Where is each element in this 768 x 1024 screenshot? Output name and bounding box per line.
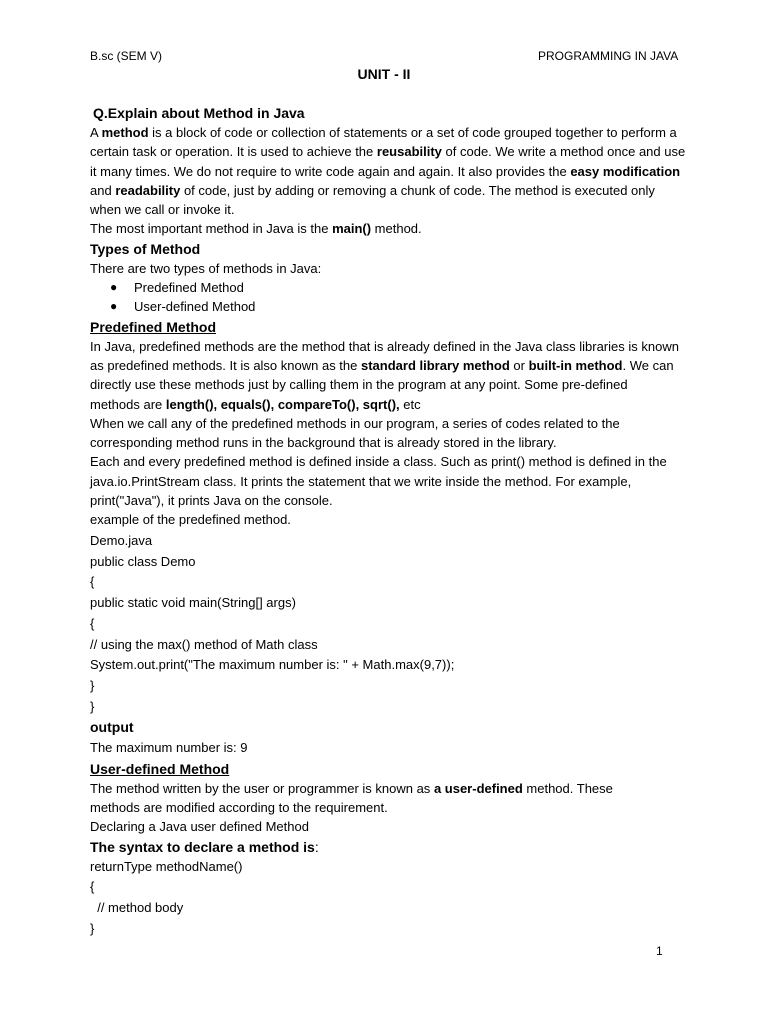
code-line: { [90, 615, 95, 631]
predefined-line-6: corresponding method runs in the background that is already stored in the library. [90, 435, 557, 451]
question-heading: Q.Explain about Method in Java [93, 105, 305, 121]
code-line: { [90, 879, 95, 895]
list-item: ● Predefined Method [90, 278, 730, 297]
intro-line-2: certain task or operation. It is used to achieve the reusability of code. We write a method once and use [90, 144, 686, 160]
output-text: The maximum number is: 9 [90, 740, 248, 756]
code-line: } [90, 920, 95, 936]
header-subject: PROGRAMMING IN JAVA [538, 49, 679, 63]
bullet-icon: ● [110, 299, 118, 314]
userdefined-line-1: The method written by the user or programmer is known as a user-defined method. These [90, 780, 613, 796]
code-line: { [90, 574, 95, 590]
code-line: } [90, 698, 95, 714]
types-heading: Types of Method [90, 240, 201, 257]
code-line: public class Demo [90, 553, 196, 569]
header-course: B.sc (SEM V) [90, 49, 163, 63]
predefined-line-4: methods are length(), equals(), compareTo(), sqrt(), etc [90, 396, 421, 412]
predefined-heading: Predefined Method [90, 318, 217, 335]
output-heading: output [90, 719, 134, 736]
predefined-line-7: Each and every predefined method is defined inside a class. Such as print() method is defined in the [90, 454, 667, 470]
code-line: returnType methodName() [90, 858, 243, 874]
userdefined-line-2: methods are modified according to the requirement. [90, 800, 388, 816]
predefined-line-2: as predefined methods. It is also known as the standard library method or built-in method. We can [90, 357, 674, 373]
code-line: // method body [90, 900, 184, 916]
predefined-line-8: java.io.PrintStream class. It prints the statement that we write inside the method. For example, [90, 473, 632, 489]
code-line: Demo.java [90, 533, 153, 549]
predefined-line-3: directly use these methods just by calling them in the program at any point. Some pre-defined [90, 377, 628, 393]
list-item: ● User-defined Method [90, 297, 730, 316]
document-body [90, 103, 730, 939]
intro-line-4: and readability of code, just by adding or removing a chunk of code. The method is executed only [90, 182, 655, 198]
code-line: } [90, 677, 95, 693]
intro-line-1: A method is a block of code or collection of statements or a set of code grouped together to perform a [90, 125, 677, 140]
code-line: // using the max() method of Math class [90, 636, 318, 652]
intro-line-5: when we call or invoke it. [90, 202, 235, 218]
syntax-heading: The syntax to declare a method is: [90, 838, 319, 855]
code-line: public static void main(String[] args) [90, 595, 296, 611]
userdefined-heading: User-defined Method [90, 760, 230, 777]
predefined-line-9: print("Java"), it prints Java on the console. [90, 493, 333, 509]
predefined-line-10: example of the predefined method. [90, 512, 291, 528]
userdefined-line-3: Declaring a Java user defined Method [90, 819, 309, 835]
intro-line-3: it many times. We do not require to write code again and again. It also provides the easy modification [90, 163, 681, 179]
intro-line-6: The most important method in Java is the main() method. [90, 221, 422, 237]
code-line: System.out.print("The maximum number is: " + Math.max(9,7)); [90, 657, 455, 673]
page-number: 1 [656, 944, 663, 958]
unit-title: UNIT - II [357, 66, 411, 82]
predefined-line-1: In Java, predefined methods are the method that is already defined in the Java class libraries is known [90, 338, 679, 354]
bullet-icon: ● [110, 280, 118, 295]
predefined-line-5: When we call any of the predefined methods in our program, a series of codes related to the [90, 415, 620, 431]
types-text: There are two types of methods in Java: [90, 260, 322, 276]
